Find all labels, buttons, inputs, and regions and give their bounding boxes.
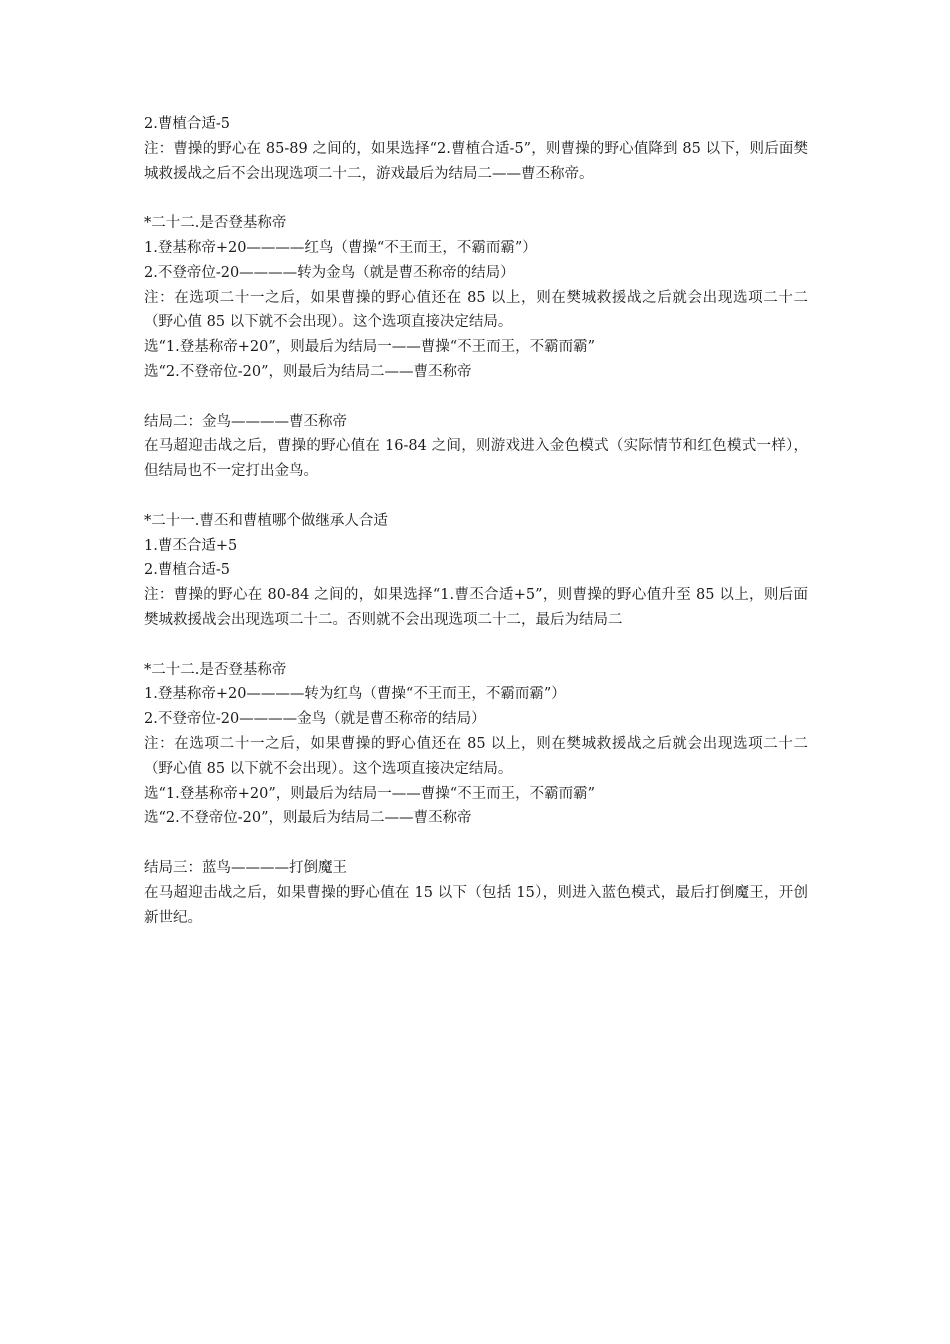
paragraph-block <box>144 211 808 385</box>
text-line: 注：在选项二十一之后，如果曹操的野心值还在 85 以上，则在樊城救援战之后就会出现选项二十二（野心值 85 以下就不会出现）。这个选项直接决定结局。 <box>144 289 808 331</box>
ending-heading: 结局三：蓝鸟————打倒魔王 <box>144 859 347 876</box>
option-heading: *二十二.是否登基称帝 <box>144 661 287 678</box>
text-line: 选“1.登基称帝+20”，则最后为结局一——曹操“不王而王，不霸而霸” <box>144 339 596 356</box>
text-line: 注：曹操的野心在 80-84 之间的，如果选择“1.曹丕合适+5”，则曹操的野心值升至 85 以上，则后面樊城救援战会出现选项二十二。否则就不会出现选项二十二，最后为结局二 <box>144 587 808 628</box>
text-line: 在马超迎击战之后，曹操的野心值在 16-84 之间，则游戏进入金色模式（实际情节和红色模式一样），但结局也不一定打出金鸟。 <box>144 438 808 480</box>
text-line: 选“2.不登帝位-20”，则最后为结局二——曹丕称帝 <box>144 363 472 380</box>
paragraph-block <box>144 112 808 186</box>
paragraph-block <box>144 509 808 633</box>
text-line: 注：在选项二十一之后，如果曹操的野心值还在 85 以上，则在樊城救援战之后就会出现选项二十二（野心值 85 以下就不会出现）。这个选项直接决定结局。 <box>144 735 808 777</box>
text-line: 2.曹植合适-5 <box>144 116 230 132</box>
option-heading: *二十二.是否登基称帝 <box>144 215 287 232</box>
paragraph-block <box>144 410 808 484</box>
paragraph-block <box>144 856 808 930</box>
text-line: 1.登基称帝+20————转为红鸟（曹操“不王而王，不霸而霸”） <box>144 686 566 703</box>
text-line: 2.不登帝位-20————转为金鸟（就是曹丕称帝的结局） <box>144 264 515 281</box>
text-line: 1.登基称帝+20————红鸟（曹操“不王而王，不霸而霸”） <box>144 239 537 256</box>
text-line: 选“1.登基称帝+20”，则最后为结局一——曹操“不王而王，不霸而霸” <box>144 785 596 802</box>
option-heading: *二十一.曹丕和曹植哪个做继承人合适 <box>144 512 388 529</box>
text-line: 1.曹丕合适+5 <box>144 537 238 554</box>
ending-heading: 结局二：金鸟————曹丕称帝 <box>144 413 347 430</box>
text-line: 在马超迎击战之后，如果曹操的野心值在 15 以下（包括 15），则进入蓝色模式，最后打倒魔王，开创新世纪。 <box>144 884 808 926</box>
document-page <box>144 112 808 955</box>
text-line: 2.不登帝位-20————金鸟（就是曹丕称帝的结局） <box>144 711 486 728</box>
text-line: 2.曹植合适-5 <box>144 562 230 579</box>
text-line: 注：曹操的野心在 85-89 之间的，如果选择“2.曹植合适-5”，则曹操的野心值降到 85 以下，则后面樊城救援战之后不会出现选项二十二，游戏最后为结局二——曹丕称帝。 <box>144 140 808 182</box>
paragraph-block <box>144 658 808 832</box>
text-line: 选“2.不登帝位-20”，则最后为结局二——曹丕称帝 <box>144 810 472 827</box>
